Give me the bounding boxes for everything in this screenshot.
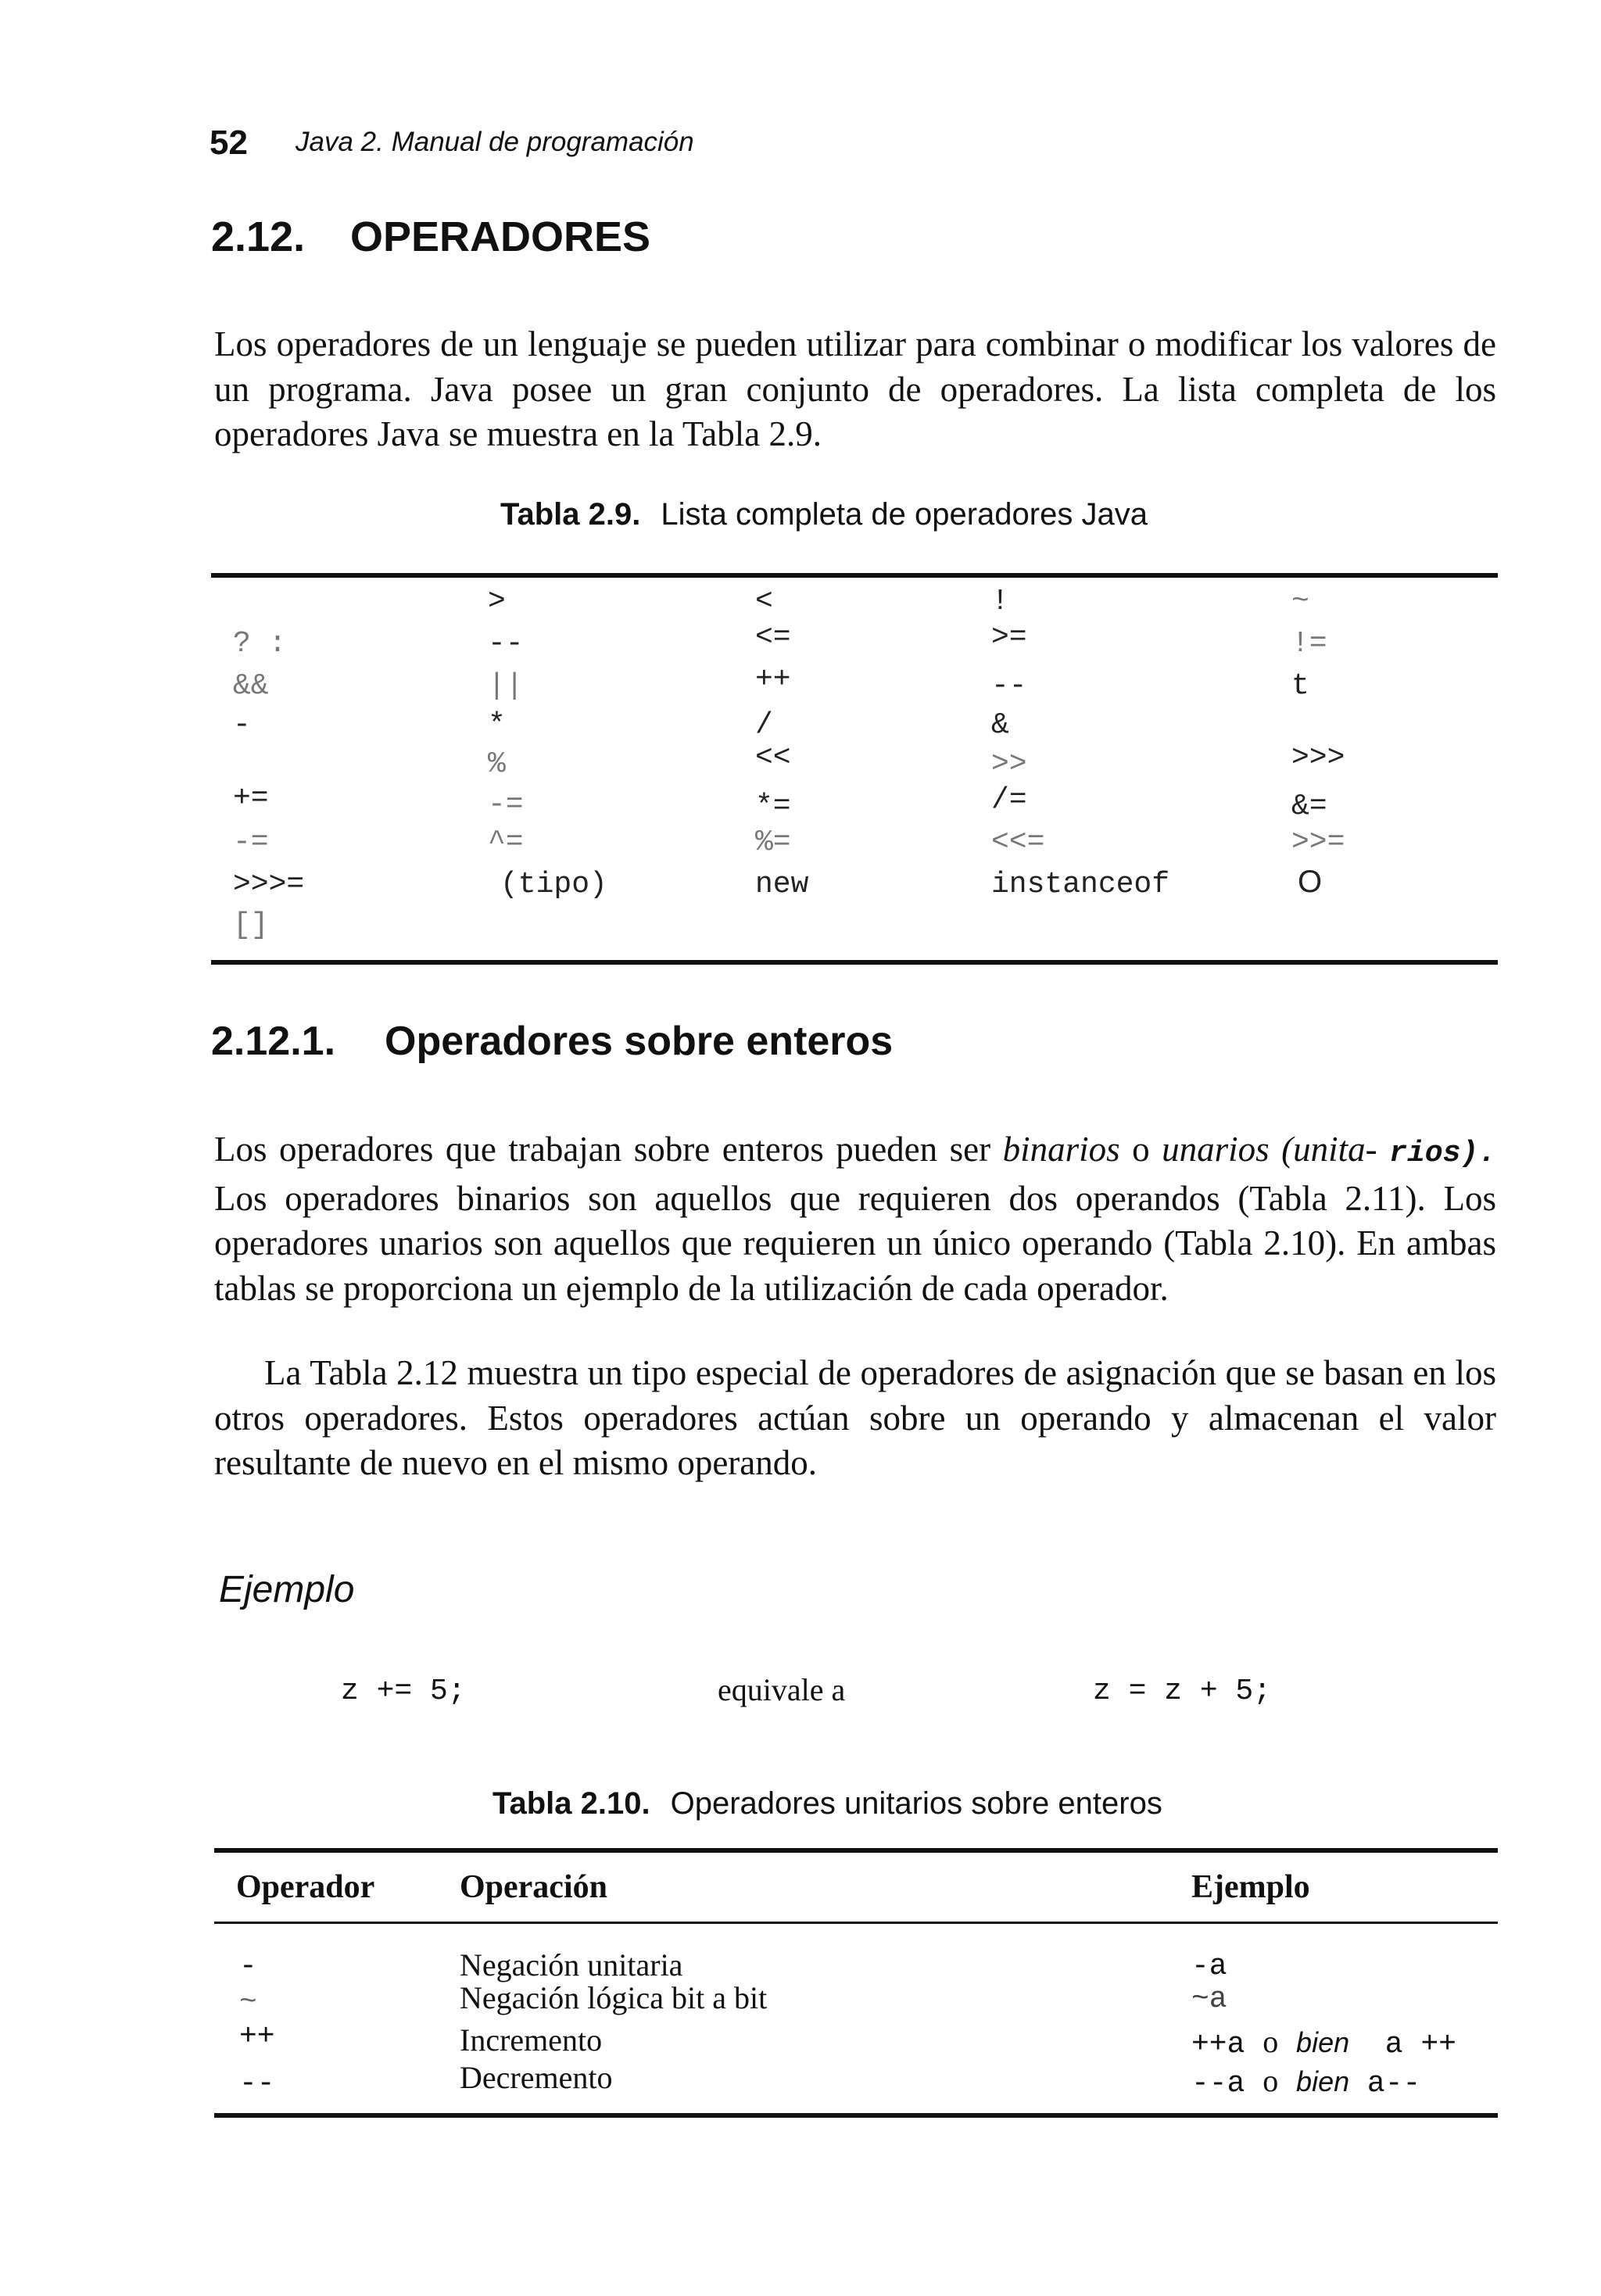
operator-cell: > [488,585,506,618]
operator-cell: *= [755,790,791,823]
table-cell-example [1191,2062,1420,2101]
operator-cell: -- [991,669,1027,703]
example-postfix: a ++ [1384,2028,1456,2061]
operator-cell: (tipo) [500,868,607,901]
operator-cell: || [488,669,524,703]
intro-paragraph: Los operadores de un lenguaje se pueden utilizar para combinar o modificar los valores de un programa. Java posee un gran conjunto de operadores. La lista completa de los operadores Java se muestra en la Tabla 2.9. [214,324,1496,453]
table-cell-example: ~a [1191,1983,1227,2016]
operator-cell: ~ [1291,585,1309,618]
section-number: 2.12. [211,213,306,260]
operator-cell: >> [991,747,1027,781]
table-cell-operation: Negación unitaria [460,1947,683,1983]
subsection-number: 2.12.1. [211,1019,336,1064]
example-connector: o [1263,2024,1279,2059]
operator-cell: instanceof [991,868,1170,901]
text-run: Los operadores que trabajan sobre enteros pueden ser [214,1130,1003,1169]
table-cell-operator: ++ [239,2020,275,2054]
subsection-heading [211,1018,893,1065]
term-unarios: unarios (unita- [1162,1130,1377,1169]
operator-cell: >>> [1291,741,1345,775]
operator-cell: new [755,868,809,901]
example-code-left: z += 5; [341,1675,466,1708]
operator-cell: % [488,747,506,781]
operator-cell: >>= [1291,826,1345,859]
operator-cell: ! [991,585,1009,618]
operator-cell: -= [233,826,269,859]
operator-cell: - [233,708,251,742]
table-cell-operation: Decremento [460,2060,613,2095]
operator-cell: < [755,585,773,618]
operator-cell: >= [991,621,1027,654]
table-2-9-caption [500,497,1148,532]
example-equivalence-text: equivale a [718,1672,846,1707]
table-2-10-title: Operadores unitarios sobre enteros [670,1786,1162,1821]
operator-cell: O [1298,865,1323,899]
running-title: Java 2. Manual de programación [295,127,694,157]
example-connector: o [1263,2063,1279,2098]
table-2-9-title: Lista completa de operadores Java [661,497,1148,532]
table-2-9-bottom-rule [211,960,1498,965]
page-number: 52 [210,124,248,162]
table-cell-operator: -- [239,2067,275,2101]
term-binarios: binarios [1002,1130,1120,1169]
table-cell-operator: ~ [239,1986,257,2019]
operator-cell: t [1291,669,1309,703]
table-2-9-label: Tabla 2.9. [500,497,641,532]
operator-cell: ? : [233,627,287,661]
operator-cell: [] [233,908,269,942]
table-2-10-header-ejemplo: Ejemplo [1191,1869,1310,1905]
operator-cell: %= [755,826,791,859]
operator-cell: ++ [755,663,791,697]
example-heading: Ejemplo [219,1569,355,1610]
operator-cell: & [991,708,1009,742]
text-run: o [1119,1130,1162,1169]
section-title: OPERADORES [350,213,651,260]
operator-cell: && [233,669,269,703]
integers-paragraph-1 [214,1127,1496,1311]
table-2-10-header-operador: Operador [236,1869,375,1905]
table-2-9-top-rule [211,573,1498,578]
operator-cell: -- [488,627,524,661]
table-2-10-top-rule [214,1848,1498,1853]
operator-cell: += [233,782,269,815]
table-2-10-caption [492,1786,1162,1821]
operator-cell: * [488,708,506,742]
subsection-title: Operadores sobre enteros [385,1019,894,1064]
example-connector-bien: bien [1296,2065,1350,2097]
example-postfix: a-- [1366,2067,1421,2101]
operator-cell: /= [991,783,1027,817]
term-rios: rios). [1389,1137,1496,1170]
section-heading [211,213,650,261]
table-cell-operator: - [239,1950,257,1983]
example-code-right: z = z + 5; [1093,1675,1272,1708]
operator-cell: << [755,741,791,775]
operator-cell: &= [1291,790,1327,823]
integers-paragraph-2: La Tabla 2.12 muestra un tipo especial de operadores de asignación que se basan en los otros operadores. Estos operadores actúan sobre un operando y almacenan el valor resultante de nuevo en el mismo operando. [214,1353,1496,1482]
operator-cell: ^= [488,826,524,859]
operator-cell: / [755,708,773,742]
example-prefix: ++a [1191,2028,1245,2061]
operator-cell: -= [488,788,524,822]
table-cell-operation: Incremento [460,2022,603,2058]
table-cell-example [1191,2023,1456,2061]
text-run: Los operadores binarios son aquellos que requieren dos operandos (Tabla 2.11). Los operadores unarios son aquellos que requieren un único operando (Tabla 2.10). En ambas tablas se proporciona un ejemplo de la utilización de cada operador. [214,1178,1496,1308]
table-2-10-header-rule [214,1922,1498,1924]
operator-cell: <<= [991,826,1045,859]
table-2-10-bottom-rule [214,2113,1498,2118]
table-2-10-label: Tabla 2.10. [492,1786,650,1821]
table-2-10-header-operacion: Operación [460,1869,607,1905]
example-connector-bien: bien [1296,2026,1350,2058]
table-cell-operation: Negación lógica bit a bit [460,1980,768,2015]
operator-cell: <= [755,621,791,654]
example-prefix: --a [1191,2067,1245,2101]
operator-cell: != [1291,627,1327,661]
table-cell-example: -a [1191,1950,1227,1983]
operator-cell: >>>= [233,868,305,901]
